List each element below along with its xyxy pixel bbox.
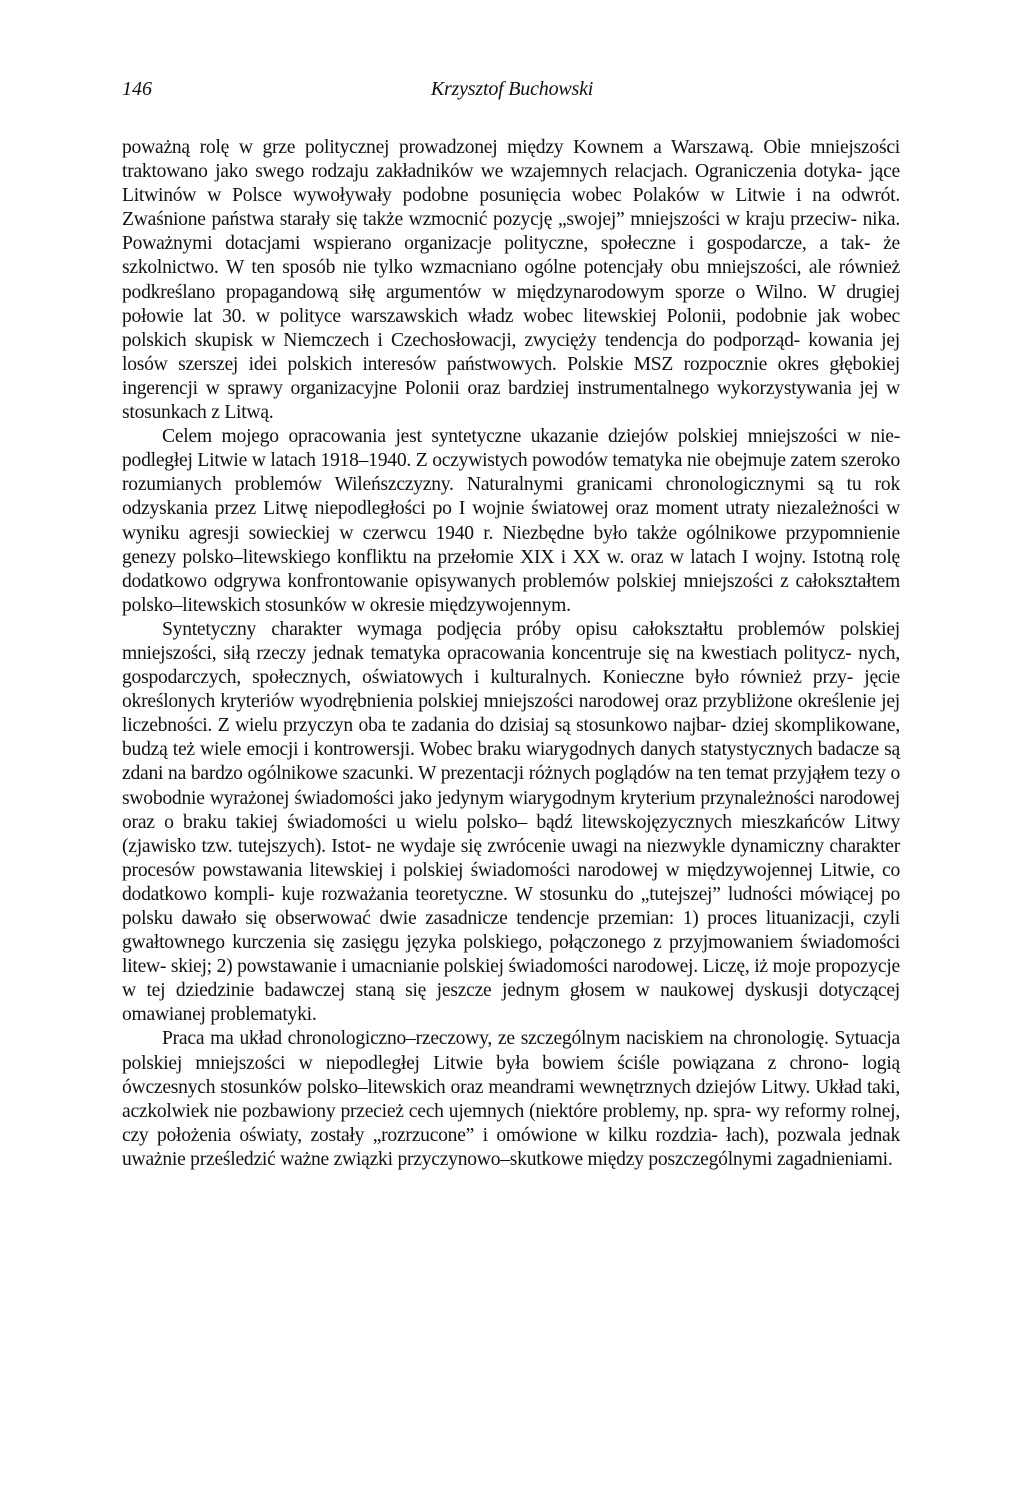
- page-number: 146: [122, 78, 152, 100]
- running-head-author: Krzysztof Buchowski: [430, 78, 594, 100]
- paragraph: Syntetyczny charakter wymaga podjęcia próby opisu całokształtu problemów polskiej mniejszości, siłą rzeczy jednak tematyka opracowania koncentruje się na kwestiach politycz- nych, gospodarczych, społecznych, oświatowych i kulturalnych. Konieczne było również przy- jęcie określonych kryteriów wyodrębnienia polskiej mniejszości narodowej oraz przybliżone określenie jej liczebności. Z wielu przyczyn oba te zadania do dzisiaj są stosunkowo najbar- dziej skomplikowane, budzą też wiele emocji i kontrowersji. Wobec braku wiarygodnych danych statystycznych badacze są zdani na bardzo ogólnikowe szacunki. W prezentacji różnych poglądów na ten temat przyjąłem tezy o swobodnie wyrażonej świadomości jako jedynym wiarygodnym kryterium przynależności narodowej oraz o braku takiej świadomości u wielu polsko– bądź litewskojęzycznych mieszkańców Litwy (zjawisko tzw. tutejszych). Istot- ne wydaje się zwrócenie uwagi na niezwykle dynamiczny charakter procesów powstawania litewskiej i polskiej świadomości narodowej w międzywojennej Litwie, co dodatkowo kompli- kuje rozważania teoretyczne. W stosunku do „tutejszej” ludności mówiącej po polsku dawało się obserwować dwie zasadnicze tendencje przemian: 1) proces lituanizacji, czyli gwałtownego kurczenia się zasięgu języka polskiego, połączonego z przyjmowaniem świadomości litew- skiej; 2) powstawanie i umacnianie polskiej świadomości narodowej. Liczę, iż moje propozycje w tej dziedzinie badawczej staną się jeszcze jednym głosem w naukowej dyskusji dotyczącej omawianej problematyki.: [122, 618, 900, 1026]
- page-header: [122, 78, 902, 106]
- paragraph: poważną rolę w grze politycznej prowadzonej między Kownem a Warszawą. Obie mniejszości traktowano jako swego rodzaju zakładników we wzajemnych relacjach. Ograniczenia dotyka- jące Litwinów w Polsce wywoływały podobne posunięcia wobec Polaków w Litwie i na odwrót. Zwaśnione państwa starały się także wzmocnić pozycję „swojej” mniejszości w kraju przeciw- nika. Poważnymi dotacjami wspierano organizacje polityczne, społeczne i gospodarcze, a tak- że szkolnictwo. W ten sposób nie tylko wzmacniano ogólne potencjały obu mniejszości, ale również podkreślano propagandową siłę argumentów w międzynarodowym sporze o Wilno. W drugiej połowie lat 30. w polityce warszawskich władz wobec litewskiej Polonii, podobnie jak wobec polskich skupisk w Niemczech i Czechosłowacji, zwycięży tendencja do podporząd- kowania jej losów szerszej idei polskich interesów państwowych. Polskie MSZ rozpocznie okres głębokiej ingerencji w sprawy organizacyjne Polonii oraz bardziej instrumentalnego wykorzystywania jej w stosunkach z Litwą.: [122, 137, 900, 424]
- paragraph: Celem mojego opracowania jest syntetyczne ukazanie dziejów polskiej mniejszości w nie- podległej Litwie w latach 1918–1940. Z oczywistych powodów tematyka nie obejmuje zatem szeroko rozumianych problemów Wileńszczyzny. Naturalnymi granicami chronologicznymi są tu rok odzyskania przez Litwę niepodległości po I wojnie światowej oraz moment utraty niezależności w wyniku agresji sowieckiej w czerwcu 1940 r. Niezbędne było także ogólnikowe przypomnienie genezy polsko–litewskiego konfliktu na przełomie XIX i XX w. oraz w latach I wojny. Istotną rolę dodatkowo odgrywa konfrontowanie opisywanych problemów polskiej mniejszości z całokształtem polsko–litewskich stosunków w okresie międzywojennym.: [122, 426, 900, 616]
- paragraph: Praca ma układ chronologiczno–rzeczowy, ze szczególnym naciskiem na chronologię. Sytuacja polskiej mniejszości w niepodległej Litwie była bowiem ściśle powiązana z chrono- logią ówczesnych stosunków polsko–litewskich oraz meandrami wewnętrznych dziejów Litwy. Układ taki, aczkolwiek nie pozbawiony przecież cech ujemnych (niektóre problemy, np. spra- wy reformy rolnej, czy położenia oświaty, zostały „rozrzucone” i omówione w kilku rozdzia- łach), pozwala jednak uważnie prześledzić ważne związki przyczynowo–skutkowe między poszczególnymi zagadnieniami.: [122, 1028, 900, 1170]
- body-text: [122, 136, 900, 1172]
